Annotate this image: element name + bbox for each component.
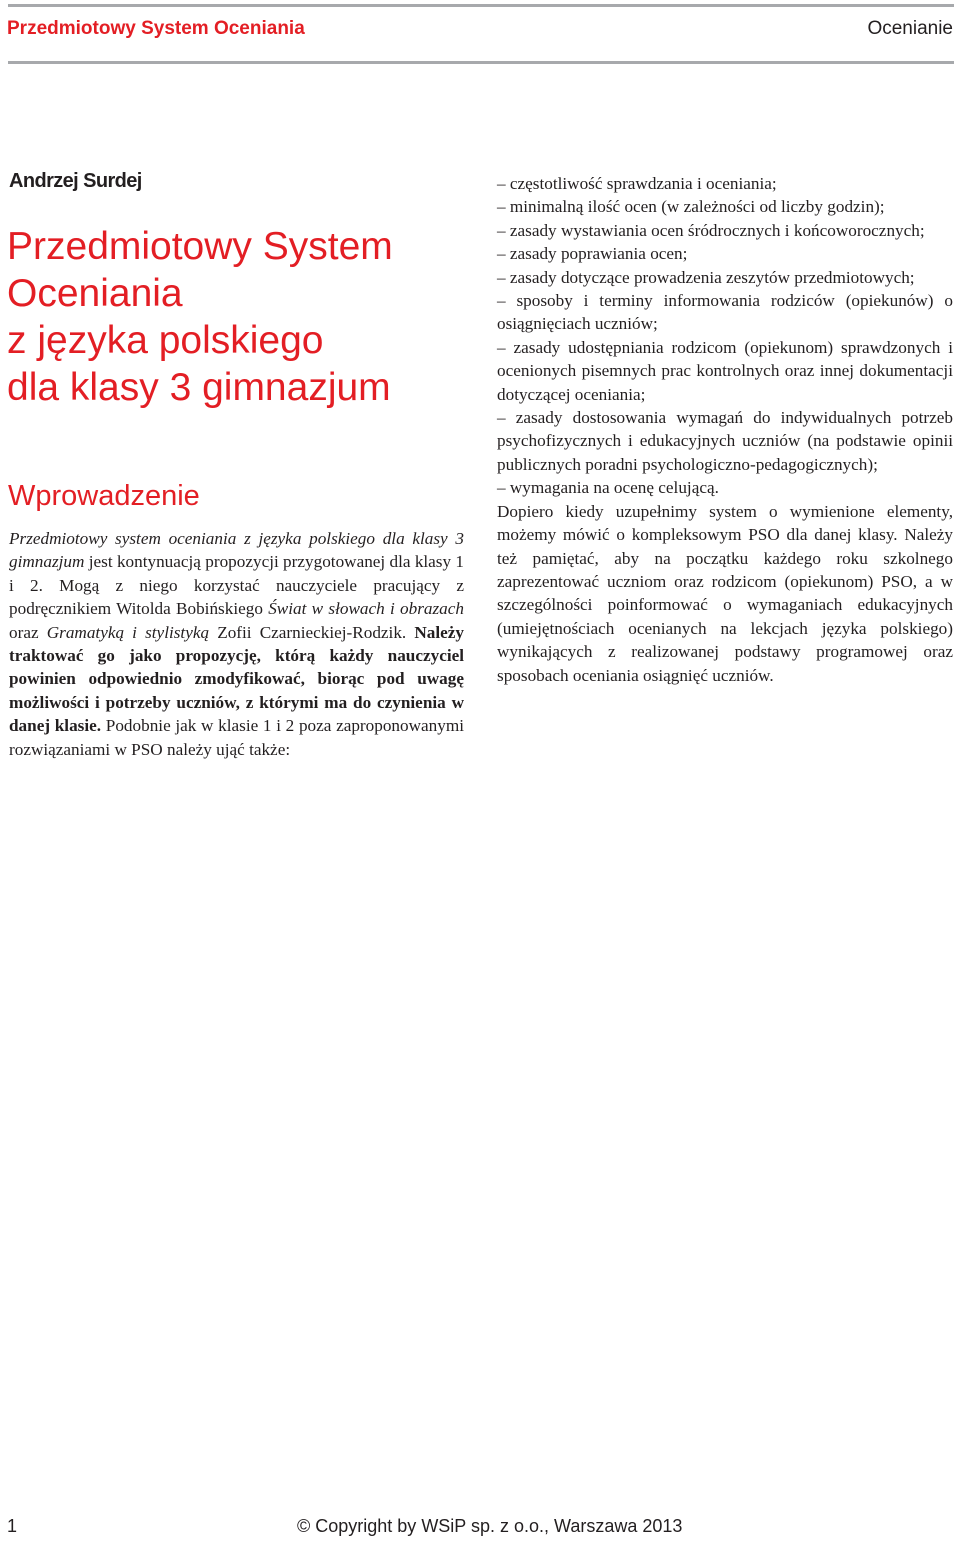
list-item: – zasady dotyczące prowadzenia zeszytów przedmiotowych; xyxy=(497,267,915,287)
title-line: dla klasy 3 gimnazjum xyxy=(7,366,391,409)
list-item: – zasady wystawiania ocen śródrocznych i końcoworocznych; xyxy=(497,220,925,240)
copyright-notice: © Copyright by WSiP sp. z o.o., Warszawa 2013 xyxy=(297,1516,683,1536)
intro-italic-text: Przedmiotowy system oceniania z języka polskiego dla klasy 3 gimnazjum xyxy=(9,529,464,572)
intro-text: Zofii Czarnieckiej-Rodzik. xyxy=(209,622,415,642)
list-item: – wymagania na ocenę celującą. xyxy=(497,478,719,498)
intro-paragraph xyxy=(9,527,464,761)
list-column xyxy=(497,172,953,687)
list-item: – częstotliwość sprawdzania i oceniania; xyxy=(497,174,777,193)
intro-text: jest kontynuacją propozycji przygotowanej dla klasy 1 i 2. Mogą z niego korzystać nauczyciele pracujący z podręcznikiem Witolda Bobińskiego xyxy=(9,552,464,619)
author-name: Andrzej Surdej xyxy=(9,170,142,192)
title-line: Przedmiotowy System xyxy=(7,225,393,268)
list-item: – minimalną ilość ocen (w zależności od liczby godzin); xyxy=(497,197,885,217)
intro-text: oraz xyxy=(9,622,47,642)
book-title: Świat w słowach i obrazach xyxy=(268,599,464,619)
intro-column xyxy=(9,527,464,761)
list-item: – zasady udostępniania rodzicom (opiekunom) sprawdzonych i ocenionych pisemnych prac kontrolnych oraz innej dokumentacji dotyczącej oceniania; xyxy=(497,337,953,404)
closing-paragraph: Dopiero kiedy uzupełnimy system o wymienione elementy, możemy mówić o kompleksowym PSO dla danej klasy. Należy też pamiętać, aby na początku każdego roku szkolnego zaprezentować uczniom oraz rodzicom (opiekunom) PSO, a w szczególności poinformować o wymaganiach edukacyjnych (umiejętnościach ocenianych na lekcjach języka polskiego) wynikających z realizowanej podstawy programowej oraz sposobach oceniania osiągnięć uczniów. xyxy=(497,501,953,685)
list-item: – zasady dostosowania wymagań do indywidualnych potrzeb psychofizycznych i edukacyjnych uczniów (na podstawie opinii publicznych poradni psychologiczno-pedagogicznych); xyxy=(497,408,953,474)
title-line: Oceniania xyxy=(7,272,183,315)
running-header-section: Ocenianie xyxy=(867,18,953,39)
title-line: z języka polskiego xyxy=(7,319,324,362)
intro-emphasis: Należy traktować go jako propozycję, którą każdy nauczyciel powinien odpowiednio zmodyfikować, biorąc pod uwagę możliwości i potrzeby uczniów, z którymi ma do czynienia w danej klasie. xyxy=(9,622,464,736)
page-number: 1 xyxy=(7,1516,18,1536)
top-rule xyxy=(8,4,954,7)
intro-text: Podobnie jak w klasie 1 i 2 poza zaproponowanymi rozwiązaniami w PSO należy ująć także: xyxy=(9,716,464,759)
list-item: – zasady poprawiania ocen; xyxy=(497,244,688,264)
book-title: Gramatyką i stylistyką xyxy=(46,622,210,642)
header-rule xyxy=(8,61,954,64)
section-heading: Wprowadzenie xyxy=(8,480,200,512)
list-item: – sposoby i terminy informowania rodziców (opiekunów) o osiągnięciach uczniów; xyxy=(497,291,953,334)
document-title xyxy=(7,223,477,411)
running-header-title: Przedmiotowy System Oceniania xyxy=(7,18,305,39)
